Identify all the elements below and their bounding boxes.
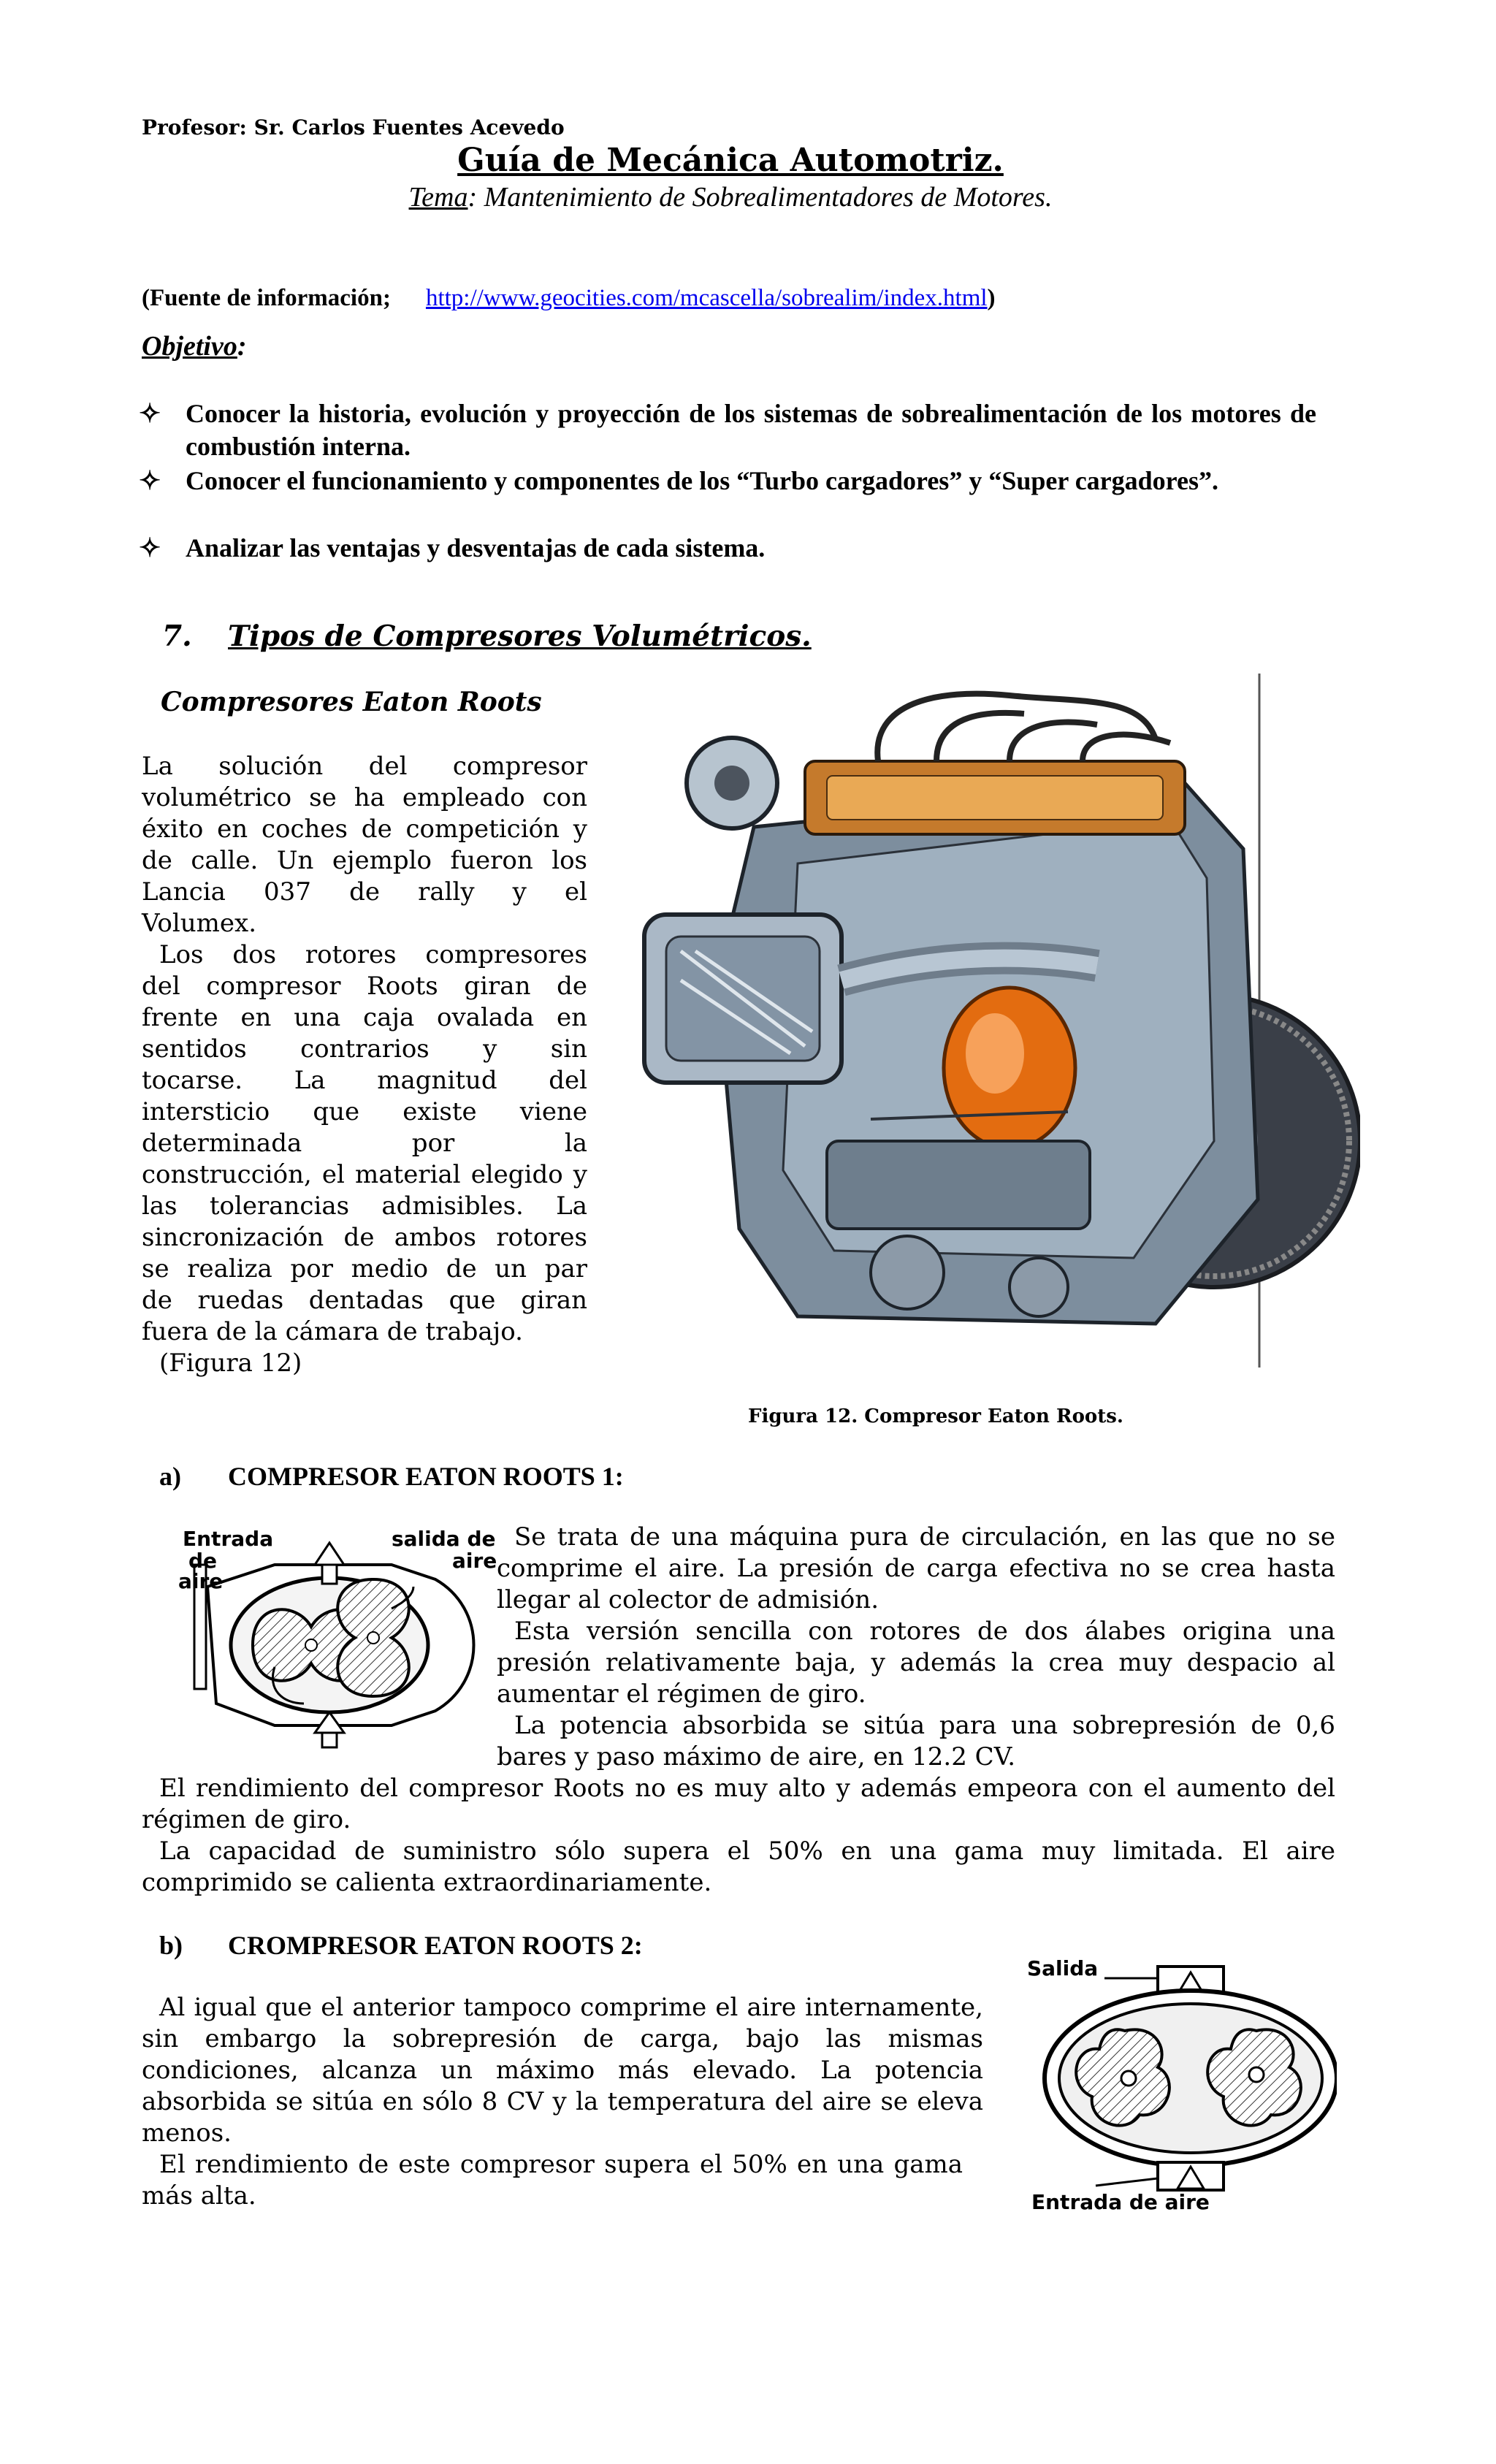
- paragraph: El rendimiento de este compresor supera el 50% en una gama más alta.: [142, 2150, 963, 2211]
- section-heading: [162, 619, 812, 653]
- objective-heading-text: Objetivo: [142, 331, 237, 362]
- text-line: construcción, el material elegido y: [142, 1160, 587, 1189]
- objective-item: [139, 532, 1316, 565]
- text-line: Lancia 037 de rally y el: [142, 877, 587, 907]
- subsection-title: COMPRESOR EATON ROOTS 1:: [228, 1462, 624, 1491]
- paragraph: La capacidad de suministro sólo supera el 50% en una gama muy limitada. El aire comprimido se calienta extraordinariamente.: [142, 1836, 1335, 1897]
- paragraph: La potencia absorbida se sitúa para una sobrepresión de 0,6 bares y paso máximo de aire, en 12.2 CV.: [497, 1711, 1335, 1771]
- intro-paragraph: [142, 751, 587, 1379]
- section-title: Tipos de Compresores Volumétricos.: [228, 619, 812, 653]
- text-line: intersticio que existe viene: [142, 1097, 587, 1126]
- roots-compressor-1-diagram: [172, 1521, 500, 1750]
- objective-item-text: Conocer el funcionamiento y componentes de los “Turbo cargadores” y “Super cargadores”.: [186, 466, 1218, 495]
- text-line: determinada por la: [142, 1129, 587, 1158]
- document-subtitle: [0, 181, 1461, 213]
- text-line: tocarse. La magnitud del: [142, 1066, 587, 1095]
- section-number: 7.: [162, 619, 192, 653]
- subsection-b-body: [142, 1992, 983, 2212]
- figure-caption: Figura 12. Compresor Eaton Roots.: [748, 1405, 1123, 1427]
- engine-cutaway-image: [630, 674, 1360, 1368]
- document-title: Guía de Mecánica Automotriz.: [457, 142, 1004, 179]
- objective-item: [139, 397, 1316, 463]
- text-line: se realiza por medio de un par: [142, 1254, 587, 1284]
- subsection-a-conclusion: [142, 1773, 1335, 1899]
- subsection-heading: Compresores Eaton Roots: [161, 687, 542, 717]
- text-line: éxito en coches de competición y: [142, 815, 587, 844]
- source-line: [142, 285, 996, 312]
- subsection-title: CROMPRESOR EATON ROOTS 2:: [228, 1931, 643, 1960]
- text-line: fuera de la cámara de trabajo.: [142, 1317, 523, 1346]
- subsection-a-heading: [159, 1461, 624, 1492]
- text-line: (Figura 12): [159, 1349, 302, 1378]
- subtitle-label: Tema: [408, 182, 468, 213]
- text-line: de calle. Un ejemplo fueron los: [142, 846, 587, 875]
- subsection-a-body: [497, 1522, 1335, 1773]
- objective-heading: [142, 330, 247, 362]
- objective-item: [139, 465, 1316, 497]
- text-line: La solución del compresor: [142, 752, 587, 781]
- subsection-letter: a): [159, 1462, 181, 1491]
- star-bullet-icon: ✧: [139, 399, 161, 428]
- text-line: las tolerancias admisibles. La: [142, 1191, 587, 1221]
- outlet-label-1: salida de: [392, 1527, 496, 1551]
- objective-colon: :: [237, 331, 247, 362]
- subsection-b-heading: [159, 1930, 643, 1961]
- objective-item-text: Analizar las ventajas y desventajas de cada sistema.: [186, 533, 766, 562]
- text-line: Volumex.: [142, 909, 257, 938]
- source-close: ): [987, 285, 996, 311]
- subsection-letter: b): [159, 1931, 183, 1960]
- text-line: del compresor Roots giran de: [142, 972, 587, 1001]
- text-line: sincronización de ambos rotores: [142, 1223, 587, 1252]
- star-bullet-icon: ✧: [139, 533, 161, 562]
- paragraph: Al igual que el anterior tampoco comprime el aire internamente, sin embargo la sobrepresión de carga, bajo las mismas condiciones, alcanza un máximo más elevado. La potencia absorbida se sitúa en sólo 8 CV y la temperatura del aire se eleva menos.: [142, 1993, 983, 2148]
- objective-item-text: Conocer la historia, evolución y proyección de los sistemas de sobrealimentación de los motores de combustión interna.: [186, 399, 1316, 461]
- source-link[interactable]: http://www.geocities.com/mcascella/sobrealim/index.html: [425, 285, 988, 311]
- paragraph: Se trata de una máquina pura de circulación, en las que no se comprime el aire. La presión de carga efectiva no se crea hasta llegar al colector de admisión.: [497, 1522, 1335, 1614]
- outlet-label-2: aire: [452, 1549, 497, 1573]
- inlet-label-3: aire: [178, 1569, 224, 1593]
- inlet-label-1: Entrada: [183, 1527, 274, 1551]
- subtitle-text: : Mantenimiento de Sobrealimentadores de Motores.: [468, 182, 1053, 213]
- star-bullet-icon: ✧: [139, 466, 161, 495]
- inlet-label-2: de: [188, 1549, 218, 1573]
- professor-name: Profesor: Sr. Carlos Fuentes Acevedo: [142, 115, 565, 140]
- inlet-label: Entrada de aire: [1031, 2190, 1210, 2213]
- paragraph: El rendimiento del compresor Roots no es muy alto y además empeora con el aumento del régimen de giro.: [142, 1774, 1335, 1834]
- roots-compressor-2-diagram: [1023, 1950, 1337, 2213]
- text-line: de ruedas dentadas que giran: [142, 1286, 587, 1315]
- outlet-label: Salida: [1027, 1956, 1099, 1980]
- text-line: Los dos rotores compresores: [159, 940, 587, 969]
- source-label: (Fuente de información;: [142, 285, 391, 311]
- paragraph: Esta versión sencilla con rotores de dos álabes origina una presión relativamente baja, y además la crea muy despacio al aumentar el régimen de giro.: [497, 1617, 1335, 1709]
- text-line: frente en una caja ovalada en: [142, 1003, 587, 1032]
- text-line: sentidos contrarios y sin: [142, 1034, 587, 1064]
- text-line: volumétrico se ha empleado con: [142, 783, 587, 812]
